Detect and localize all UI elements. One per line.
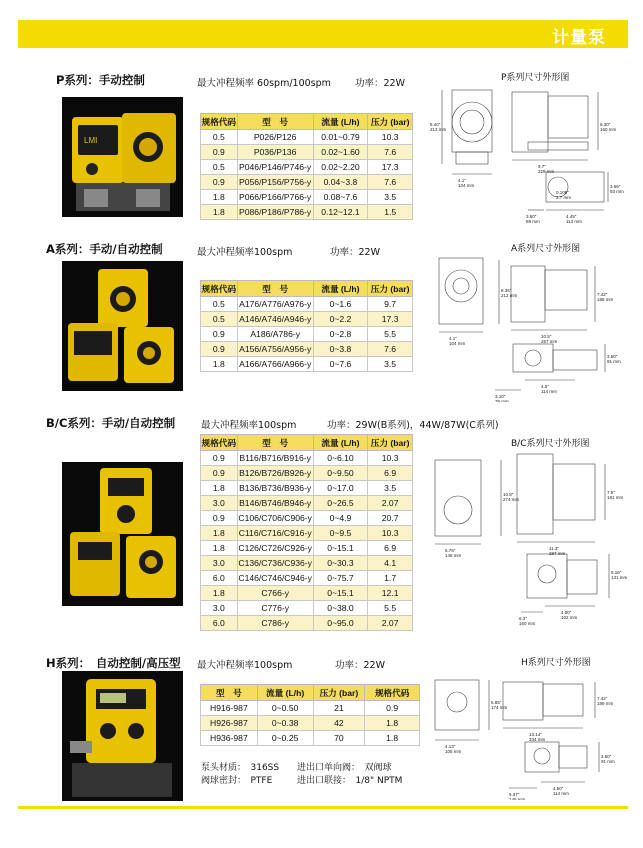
pressure-cell: 42 — [313, 716, 365, 731]
dim-label: 5.16" 131 mm — [611, 570, 628, 580]
pressure-cell: 10.3 — [368, 526, 413, 541]
h-series-freq: 最大冲程频率100spm — [197, 660, 293, 671]
table-row — [201, 716, 420, 731]
flow-cell: 0~15.1 — [313, 586, 368, 601]
h-series-table — [200, 684, 420, 746]
dim-label: 10.8" 274 mm — [503, 492, 520, 502]
dim-label: 8.40" 213 mm — [430, 122, 447, 132]
column-header: 流量 (L/h) — [313, 435, 368, 451]
table-row — [201, 541, 413, 556]
model-cell: C146/C746/C946-y — [237, 571, 313, 586]
model-cell: C126/C726/C926-y — [237, 541, 313, 556]
flow-cell: 0~2.8 — [313, 327, 368, 342]
model-cell: H936-987 — [201, 731, 258, 746]
dim-label: 9.7" 229 mm — [538, 164, 555, 174]
dim-label: 4.1" 104 mm — [458, 178, 475, 188]
table-row — [201, 511, 413, 526]
model-cell: C766-y — [237, 586, 313, 601]
model-cell: H916-987 — [201, 701, 258, 716]
model-cell: B136/B736/B936-y — [237, 481, 313, 496]
a-diagram-title: A系列尺寸外形图 — [511, 244, 581, 254]
p-photo-brand: LMI — [84, 136, 98, 145]
a-dimension-drawing — [425, 252, 628, 402]
bc-series-table — [200, 434, 413, 631]
dim-label: 11.3" 287 mm — [549, 546, 566, 556]
flow-cell: 0~0.25 — [257, 731, 313, 746]
flow-cell: 0~9.5 — [313, 526, 368, 541]
table-row — [201, 526, 413, 541]
spec-code-cell: 3.0 — [201, 496, 238, 511]
pressure-cell: 5.5 — [368, 601, 413, 616]
spec-code-cell: 1.8 — [201, 541, 238, 556]
dim-label: 0.106" 2.7 mm — [556, 190, 572, 200]
h-diagram-title: H系列尺寸外形图 — [521, 658, 591, 668]
table-header-row — [201, 685, 420, 701]
dim-label: 6.85" 174 mm — [491, 700, 508, 710]
spec-code-cell: 0.9 — [201, 511, 238, 526]
column-header: 型 号 — [237, 114, 313, 130]
model-cell: C116/C716/C916-y — [237, 526, 313, 541]
model-cell: A146/A746/A946-y — [237, 312, 313, 327]
column-header: 型 号 — [237, 281, 313, 297]
flow-cell: 0~30.3 — [313, 556, 368, 571]
dim-label: 8.35" 212 mm — [501, 288, 518, 298]
pressure-cell: 2.07 — [368, 496, 413, 511]
dim-label: 6.3" 160 mm — [519, 616, 536, 626]
flow-cell: 0.02~1.60 — [313, 145, 368, 160]
h-material-connection: 进出口联接： 1/8" NPTM — [297, 776, 403, 786]
model-cell: A186/A786-y — [237, 327, 313, 342]
table-row — [201, 466, 413, 481]
flow-cell: 0.01~0.79 — [313, 130, 368, 145]
flow-cell: 0~7.6 — [313, 357, 368, 372]
flow-cell: 0.04~3.8 — [313, 175, 368, 190]
column-header: 规格代码 — [365, 685, 420, 701]
column-header: 流量 (L/h) — [257, 685, 313, 701]
table-row — [201, 357, 413, 372]
pressure-cell: 7.6 — [368, 175, 413, 190]
table-row — [201, 616, 413, 631]
header-banner — [18, 20, 628, 48]
flow-cell: 0~9.50 — [313, 466, 368, 481]
flow-cell: 0.02~2.20 — [313, 160, 368, 175]
model-cell: H926-987 — [201, 716, 258, 731]
spec-code-cell: 1.8 — [201, 357, 238, 372]
pressure-cell: 6.9 — [368, 541, 413, 556]
dim-label: 3.10" 79 mm — [495, 394, 509, 402]
model-cell: P036/P136 — [237, 145, 313, 160]
flow-cell: 0.08~7.6 — [313, 190, 368, 205]
table-row — [201, 312, 413, 327]
flow-cell: 0~4.9 — [313, 511, 368, 526]
p-diagram-title: P系列尺寸外形图 — [501, 73, 570, 83]
dim-label: 4.45" 113 mm — [566, 214, 582, 224]
model-cell: C136/C736/C936-y — [237, 556, 313, 571]
dim-label: 5.37" 145 mm — [509, 792, 526, 800]
table-row — [201, 145, 413, 160]
spec-code-cell: 1.8 — [201, 586, 238, 601]
h-series-power: 功率：22W — [335, 660, 385, 671]
pressure-cell: 3.5 — [368, 190, 413, 205]
spec-code-cell: 0.9 — [201, 145, 238, 160]
dim-label: 3.50" 89 mm — [526, 214, 540, 224]
a-series-photo — [62, 261, 183, 391]
spec-code-cell: 0.9 — [201, 466, 238, 481]
table-row — [201, 496, 413, 511]
model-cell: B126/B726/B926-y — [237, 466, 313, 481]
dim-label: 4.00" 102 mm — [561, 610, 578, 620]
spec-code-cell: 1.8 — [201, 481, 238, 496]
bc-series-freq: 最大冲程频率100spm — [201, 420, 297, 431]
dim-label: 4.5" 114 mm — [541, 384, 557, 394]
table-row — [201, 205, 413, 220]
model-cell: C106/C706/C906-y — [237, 511, 313, 526]
model-cell: B116/B716/B916-y — [237, 451, 313, 466]
spec-code-cell: 1.8 — [365, 716, 420, 731]
pressure-cell: 7.6 — [368, 342, 413, 357]
table-row — [201, 701, 420, 716]
flow-cell: 0~1.6 — [313, 297, 368, 312]
h-material-valve: 进出口单向阀： 双阀球 — [297, 763, 392, 773]
bc-series-power: 功率：29W(B系列)，44W/87W(C系列) — [327, 420, 499, 431]
pressure-cell: 2.07 — [368, 616, 413, 631]
table-header-row — [201, 114, 413, 130]
p-series-table — [200, 113, 413, 220]
model-cell: P086/P186/P786-y — [237, 205, 313, 220]
pressure-cell: 7.6 — [368, 145, 413, 160]
model-cell: P056/P156/P756-y — [237, 175, 313, 190]
bc-diagram-title: B/C系列尺寸外形图 — [511, 439, 590, 449]
column-header: 压力 (bar) — [368, 114, 413, 130]
h-material-ball: 阀球密封： PTFE — [201, 776, 273, 786]
column-header: 流量 (L/h) — [313, 114, 368, 130]
spec-code-cell: 0.9 — [201, 342, 238, 357]
flow-cell: 0~38.0 — [313, 601, 368, 616]
spec-code-cell: 0.5 — [201, 297, 238, 312]
dim-label: 7.5" 191 mm — [607, 490, 624, 500]
p-series-power: 功率：22W — [355, 78, 405, 89]
spec-code-cell: 3.0 — [201, 556, 238, 571]
pressure-cell: 6.9 — [368, 466, 413, 481]
spec-code-cell: 1.8 — [201, 526, 238, 541]
column-header: 压力 (bar) — [368, 435, 413, 451]
flow-cell: 0~15.1 — [313, 541, 368, 556]
flow-cell: 0~17.0 — [313, 481, 368, 496]
table-row — [201, 190, 413, 205]
pressure-cell: 21 — [313, 701, 365, 716]
model-cell: C786-y — [237, 616, 313, 631]
table-row — [201, 481, 413, 496]
spec-code-cell: 0.9 — [201, 451, 238, 466]
model-cell: A176/A776/A976-y — [237, 297, 313, 312]
spec-code-cell: 1.8 — [201, 205, 238, 220]
pressure-cell: 3.5 — [368, 481, 413, 496]
pressure-cell: 10.3 — [368, 451, 413, 466]
p-series-freq: 最大冲程频率 60spm/100spm — [197, 78, 331, 89]
column-header: 压力 (bar) — [313, 685, 365, 701]
table-row — [201, 327, 413, 342]
table-row — [201, 297, 413, 312]
pressure-cell: 12.1 — [368, 586, 413, 601]
table-row — [201, 731, 420, 746]
flow-cell: 0~26.5 — [313, 496, 368, 511]
column-header: 型 号 — [201, 685, 258, 701]
spec-code-cell: 6.0 — [201, 571, 238, 586]
flow-cell: 0.12~12.1 — [313, 205, 368, 220]
column-header: 压力 (bar) — [368, 281, 413, 297]
dim-label: 5.75" 146 mm — [445, 548, 462, 558]
spec-code-cell: 0.5 — [201, 312, 238, 327]
dim-label: 3.66" 93 mm — [610, 184, 624, 194]
pressure-cell: 10.3 — [368, 130, 413, 145]
spec-code-cell: 3.0 — [201, 601, 238, 616]
table-row — [201, 175, 413, 190]
column-header: 规格代码 — [201, 114, 238, 130]
spec-code-cell: 0.9 — [201, 175, 238, 190]
flow-cell: 0~0.50 — [257, 701, 313, 716]
table-row — [201, 571, 413, 586]
flow-cell: 0~95.0 — [313, 616, 368, 631]
dim-label: 10.5" 267 mm — [541, 334, 558, 344]
page-title: 计量泵 — [552, 28, 606, 48]
table-row — [201, 556, 413, 571]
h-dimension-drawing — [425, 670, 628, 800]
dim-label: 4.1" 104 mm — [449, 336, 466, 346]
footer-rule — [18, 806, 628, 809]
spec-code-cell: 0.5 — [201, 160, 238, 175]
pressure-cell: 17.3 — [368, 312, 413, 327]
model-cell: P066/P166/P766-y — [237, 190, 313, 205]
table-row — [201, 601, 413, 616]
spec-code-cell: 1.8 — [201, 190, 238, 205]
dim-label: 7.42" 189 mm — [597, 292, 614, 302]
dim-label: 3.60" 91 mm — [601, 754, 615, 764]
spec-code-cell: 6.0 — [201, 616, 238, 631]
spec-code-cell: 0.9 — [201, 327, 238, 342]
model-cell: C776-y — [237, 601, 313, 616]
a-series-freq: 最大冲程频率100spm — [197, 247, 293, 258]
model-cell: A156/A756/A956-y — [237, 342, 313, 357]
flow-cell: 0~3.8 — [313, 342, 368, 357]
h-series-photo — [62, 671, 183, 801]
dim-label: 4.13" 105 mm — [445, 744, 462, 754]
pressure-cell: 9.7 — [368, 297, 413, 312]
column-header: 型 号 — [237, 435, 313, 451]
model-cell: A166/A766/A966-y — [237, 357, 313, 372]
p-series-photo — [62, 97, 183, 217]
dim-label: 13.14" 334 mm — [529, 732, 546, 742]
bc-series-title: B/C系列：手动/自动控制 — [46, 416, 176, 430]
table-header-row — [201, 435, 413, 451]
table-row — [201, 586, 413, 601]
table-row — [201, 342, 413, 357]
bc-series-photo — [62, 462, 183, 606]
a-series-power: 功率：22W — [330, 247, 380, 258]
bc-dimension-drawing — [425, 450, 628, 630]
dim-label: 7.42" 189 mm — [597, 696, 614, 706]
pressure-cell: 1.7 — [368, 571, 413, 586]
model-cell: B146/B746/B946-y — [237, 496, 313, 511]
column-header: 规格代码 — [201, 435, 238, 451]
pressure-cell: 4.1 — [368, 556, 413, 571]
pressure-cell: 17.3 — [368, 160, 413, 175]
pressure-cell: 20.7 — [368, 511, 413, 526]
flow-cell: 0~6.10 — [313, 451, 368, 466]
spec-code-cell: 0.9 — [365, 701, 420, 716]
flow-cell: 0~75.7 — [313, 571, 368, 586]
dim-label: 4.50" 114 mm — [553, 786, 569, 796]
pressure-cell: 5.5 — [368, 327, 413, 342]
column-header: 规格代码 — [201, 281, 238, 297]
table-row — [201, 160, 413, 175]
table-row — [201, 130, 413, 145]
a-series-table — [200, 280, 413, 372]
model-cell: P026/P126 — [237, 130, 313, 145]
flow-cell: 0~2.2 — [313, 312, 368, 327]
pressure-cell: 1.5 — [368, 205, 413, 220]
table-row — [201, 451, 413, 466]
flow-cell: 0~0.38 — [257, 716, 313, 731]
h-series-title: H系列： 自动控制/高压型 — [46, 656, 181, 670]
p-series-title: P系列：手动控制 — [56, 73, 145, 87]
pressure-cell: 3.5 — [368, 357, 413, 372]
column-header: 流量 (L/h) — [313, 281, 368, 297]
h-material-head: 泵头材质： 316SS — [201, 763, 280, 773]
spec-code-cell: 0.5 — [201, 130, 238, 145]
table-header-row — [201, 281, 413, 297]
dim-label: 6.30" 160 mm — [600, 122, 617, 132]
pressure-cell: 70 — [313, 731, 365, 746]
spec-code-cell: 1.8 — [365, 731, 420, 746]
p-dimension-drawing — [428, 82, 628, 234]
a-series-title: A系列：手动/自动控制 — [46, 242, 163, 256]
dim-label: 3.60" 91 mm — [607, 354, 621, 364]
model-cell: P046/P146/P746-y — [237, 160, 313, 175]
